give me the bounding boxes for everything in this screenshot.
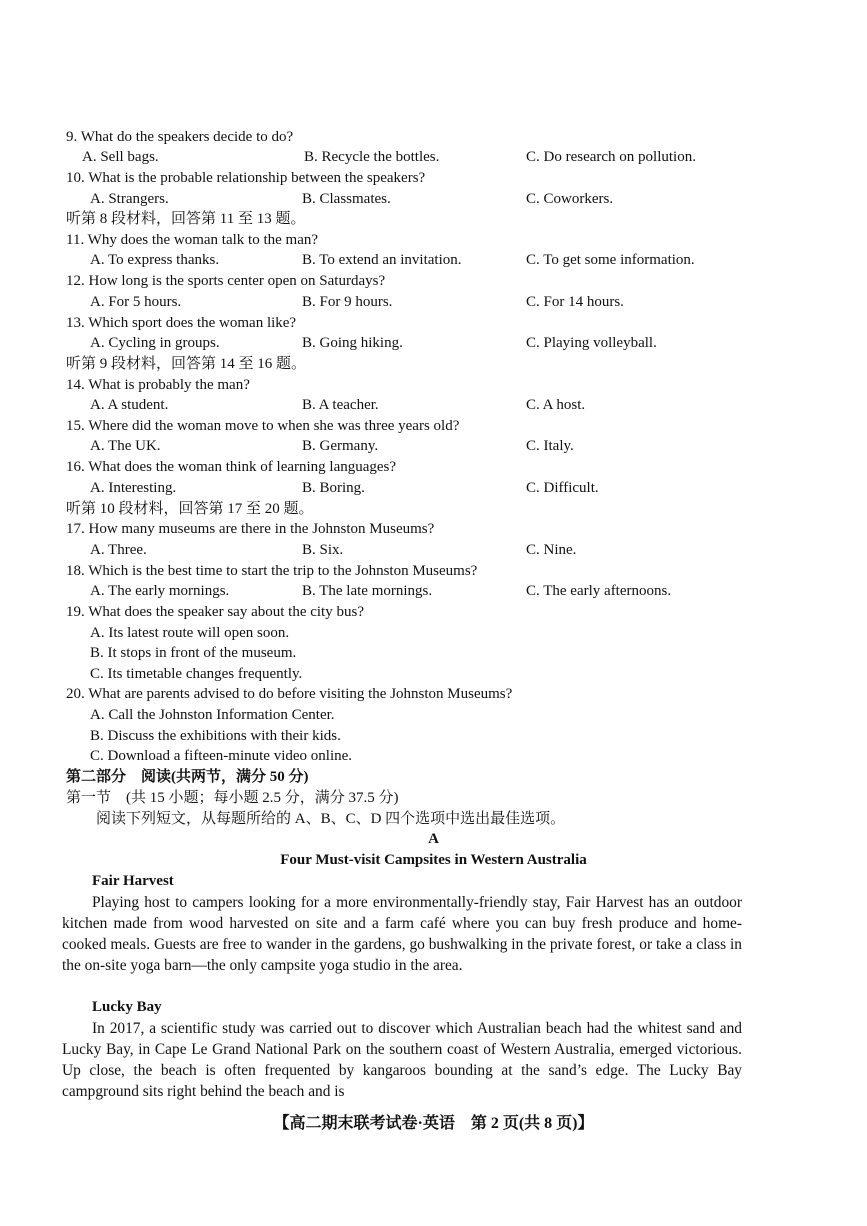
option-c: C. Italy. xyxy=(526,438,574,454)
question-17-options xyxy=(90,540,790,560)
option-a: A. Cycling in groups. xyxy=(90,335,220,351)
question-11: 11. Why does the woman talk to the man? xyxy=(66,232,319,248)
option-a: A. The UK. xyxy=(90,438,161,454)
question-19: 19. What does the speaker say about the city bus? xyxy=(66,604,364,620)
option-a: A. Strangers. xyxy=(90,191,169,207)
question-9-options xyxy=(82,147,782,167)
question-12: 12. How long is the sports center open on Saturdays? xyxy=(66,273,386,289)
question-16-options xyxy=(90,478,790,498)
question-16: 16. What does the woman think of learning languages? xyxy=(66,459,397,475)
question-18: 18. Which is the best time to start the trip to the Johnston Museums? xyxy=(66,563,478,579)
question-12-options xyxy=(90,292,790,312)
option-c: C. Coworkers. xyxy=(526,191,614,207)
question-14-options xyxy=(90,395,790,415)
option-c: C. For 14 hours. xyxy=(526,294,624,310)
option-b: B. Boring. xyxy=(302,480,365,496)
question-14: 14. What is probably the man? xyxy=(66,377,250,393)
question-17: 17. How many museums are there in the Johnston Museums? xyxy=(66,521,435,537)
option-c: C. Download a fifteen-minute video online. xyxy=(90,748,353,764)
option-b: B. For 9 hours. xyxy=(302,294,393,310)
option-b: B. It stops in front of the museum. xyxy=(90,645,297,661)
option-b: B. Germany. xyxy=(302,438,379,454)
option-a: A. Its latest route will open soon. xyxy=(90,625,290,641)
option-b: B. Discuss the exhibitions with their kids. xyxy=(90,728,341,744)
section1-heading: 第一节 (共 15 小题；每小题 2.5 分，满分 37.5 分) xyxy=(66,790,399,806)
option-b: B. Recycle the bottles. xyxy=(304,149,440,165)
listening-instruction-10: 听第 10 段材料，回答第 17 至 20 题。 xyxy=(66,501,314,517)
question-13-options xyxy=(90,333,790,353)
option-c: C. To get some information. xyxy=(526,252,695,268)
option-a: A. Sell bags. xyxy=(82,149,159,165)
option-a: A. To express thanks. xyxy=(90,252,220,268)
option-b: B. The late mornings. xyxy=(302,583,433,599)
option-a: A. A student. xyxy=(90,397,169,413)
question-15-options xyxy=(90,436,790,456)
question-15: 15. Where did the woman move to when she was three years old? xyxy=(66,418,460,434)
listening-instruction-8: 听第 8 段材料，回答第 11 至 13 题。 xyxy=(66,211,306,227)
option-c: C. Difficult. xyxy=(526,480,599,496)
option-c: C. The early afternoons. xyxy=(526,583,672,599)
option-a: A. Three. xyxy=(90,542,147,558)
passage-title: Four Must-visit Campsites in Western Australia xyxy=(280,852,587,868)
page-footer: 【高二期末联考试卷·英语 第 2 页(共 8 页)】 xyxy=(273,1115,594,1132)
question-11-options xyxy=(90,250,790,270)
option-a: A. Call the Johnston Information Center. xyxy=(90,707,335,723)
option-b: B. Classmates. xyxy=(302,191,391,207)
option-c: C. Do research on pollution. xyxy=(526,149,696,165)
question-18-options xyxy=(90,581,790,601)
option-c: C. Its timetable changes frequently. xyxy=(90,666,303,682)
option-a: A. For 5 hours. xyxy=(90,294,182,310)
part2-heading: 第二部分 阅读(共两节，满分 50 分) xyxy=(66,769,309,785)
option-a: A. Interesting. xyxy=(90,480,177,496)
reading-instruction: 阅读下列短文，从每题所给的 A、B、C、D 四个选项中选出最佳选项。 xyxy=(96,811,566,827)
listening-instruction-9: 听第 9 段材料，回答第 14 至 16 题。 xyxy=(66,356,307,372)
question-13: 13. Which sport does the woman like? xyxy=(66,315,297,331)
paragraph-fair-harvest: Playing host to campers looking for a more environmentally-friendly stay, Fair Harvest has an outdoor kitchen made from wood harvested on site and a farm café where you can buy fresh produce and home-cooked meals. Guests are free to wander in the gardens, go bushwalking in the private forest, or take a class in the on-site yoga barn—the only campsite yoga studio in the area. xyxy=(62,894,742,974)
passage-label: A xyxy=(428,831,439,847)
subheading-fair-harvest: Fair Harvest xyxy=(92,873,174,889)
option-c: C. Playing volleyball. xyxy=(526,335,657,351)
option-b: B. Going hiking. xyxy=(302,335,403,351)
paragraph-lucky-bay: In 2017, a scientific study was carried out to discover which Australian beach had the whitest sand and Lucky Bay, in Cape Le Grand National Park on the southern coast of Western Australia, emerged victorious. Up close, the beach is often frequented by kangaroos bounding at the sand’s edge. The Lucky Bay campground sits right behind the beach and is xyxy=(62,1020,742,1100)
question-10: 10. What is the probable relationship between the speakers? xyxy=(66,170,426,186)
option-b: B. Six. xyxy=(302,542,344,558)
option-b: B. A teacher. xyxy=(302,397,379,413)
option-c: C. A host. xyxy=(526,397,586,413)
question-10-options xyxy=(90,189,790,209)
question-20: 20. What are parents advised to do before visiting the Johnston Museums? xyxy=(66,686,513,702)
option-a: A. The early mornings. xyxy=(90,583,230,599)
subheading-lucky-bay: Lucky Bay xyxy=(92,999,162,1015)
option-b: B. To extend an invitation. xyxy=(302,252,462,268)
option-c: C. Nine. xyxy=(526,542,577,558)
question-9: 9. What do the speakers decide to do? xyxy=(66,129,294,145)
